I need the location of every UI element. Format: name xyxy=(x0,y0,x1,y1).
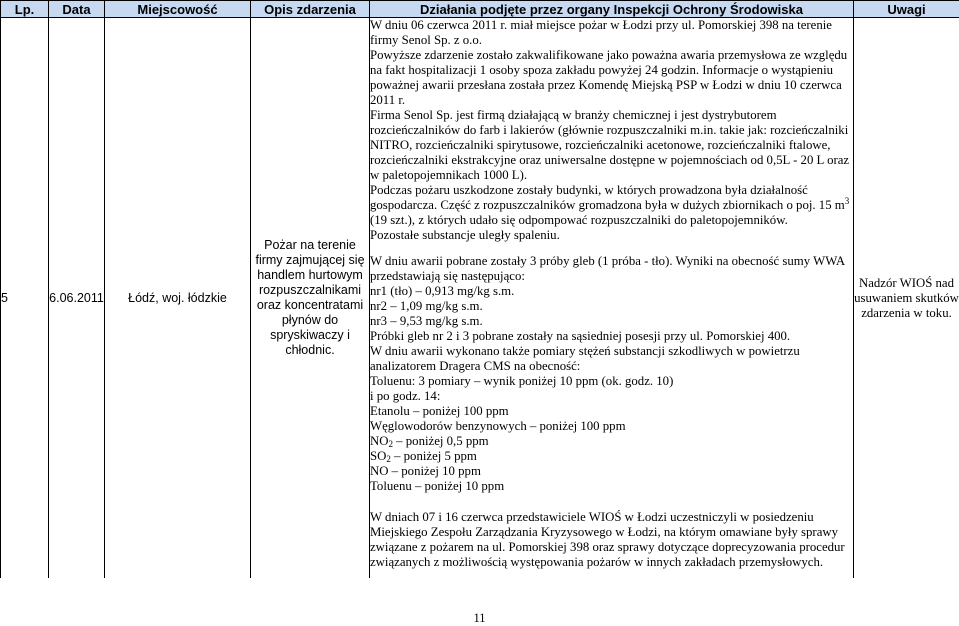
header-miejscowosc: Miejscowość xyxy=(105,1,251,18)
actions-para-2: Powyższe zdarzenie zostało zakwalifikowane jako poważna awaria przemysłowa ze względu na fakt hospitalizacji 1 osoby spoza zakładu powyżej 24 godzin. Informacje o wystąpieniu poważnej awarii przesłana została przez Komendę Miejską PSP w Łodzi w dniu 10 czerwca 2011 r. xyxy=(370,48,853,108)
sample-nr1: nr1 (tło) – 0,913 mg/kg s.m. xyxy=(370,284,853,299)
header-opis: Opis zdarzenia xyxy=(251,1,370,18)
no2-value: – poniżej 0,5 ppm xyxy=(393,434,489,448)
para-4-text: Podczas pożaru uszkodzone zostały budynki, w których prowadzona była działalność gospodarcza. Część z rozpuszczalników gromadzona była w dużych zbiornikach o poj. 15 m xyxy=(370,183,845,212)
no2-result xyxy=(370,434,853,449)
actions-para-5: Pozostałe substancje uległy spaleniu. xyxy=(370,228,853,243)
sample-nr2: nr2 – 1,09 mg/kg s.m. xyxy=(370,299,853,314)
no-result: NO – poniżej 10 ppm xyxy=(370,464,853,479)
toluene-measure: Toluenu: 3 pomiary – wynik poniżej 10 ppm (ok. godz. 10) xyxy=(370,374,853,389)
so2-subscript: 2 xyxy=(386,454,391,464)
no2-label: NO xyxy=(370,434,388,448)
after-14: i po godz. 14: xyxy=(370,389,853,404)
ethanol-result: Etanolu – poniżej 100 ppm xyxy=(370,404,853,419)
actions-para-3: Firma Senol Sp. jest firmą działającą w branży chemicznej i jest dystrybutorem rozcieńczalników do farb i lakierów (głównie rozpuszczalniki m.in. takie jak: rozcieńczalniki NITRO, rozcieńczalniki spirytusowe, rozcieńczalniki acetonowe, rozcieńczalniki ftalowe, rozcieńczalniki ekstrakcyjne oraz uniwersalne dostępne w pojemnościach od 0,5L - 20 L oraz w paletopojemnikach 1000 L). xyxy=(370,108,853,183)
page-number: 11 xyxy=(0,611,959,626)
actions-para-9: W dniach 07 i 16 czerwca przedstawiciele WIOŚ w Łodzi uczestniczyli w posiedzeniu Miejskiego Zespołu Zarządzania Kryzysowego w Łodzi, na którym omawiane były sprawy związane z pożarem na ul. Pomorskiej 398 oraz sprawy dotyczące doprecyzowania procedur związanych z możliwością występowania pożarów w innych zakładach przemysłowych. xyxy=(370,510,853,570)
so2-result xyxy=(370,449,853,464)
header-row xyxy=(1,1,959,18)
actions-para-1: W dniu 06 czerwca 2011 r. miał miejsce pożar w Łodzi przy ul. Pomorskiej 398 na terenie firmy Senol Sp. z o.o. xyxy=(370,18,853,48)
actions-para-8: W dniu awarii wykonano także pomiary stężeń substancji szkodliwych w powietrzu analizatorem Dragera CMS na obecność: xyxy=(370,344,853,374)
header-dzialania: Działania podjęte przez organy Inspekcji Ochrony Środowiska xyxy=(370,1,854,18)
actions-para-4 xyxy=(370,183,853,228)
actions-para-7: Próbki gleb nr 2 i 3 pobrane zostały na sąsiedniej posesji przy ul. Pomorskiej 400. xyxy=(370,329,853,344)
cell-date: 6.06.2011 xyxy=(49,18,105,579)
no2-subscript: 2 xyxy=(388,439,393,449)
cell-actions xyxy=(370,18,854,579)
m3-superscript: 3 xyxy=(845,196,850,206)
para-4-end: (19 szt.), z których udało się odpompować rozpuszczalniki do paletopojemników. xyxy=(370,213,788,227)
toluene-result: Toluenu – poniżej 10 ppm xyxy=(370,479,853,494)
hydrocarbons-result: Węglowodorów benzynowych – poniżej 100 ppm xyxy=(370,419,853,434)
cell-description: Pożar na terenie firmy zajmującej się handlem hurtowym rozpuszczalnikami oraz koncentratami płynów do spryskiwaczy i chłodnic. xyxy=(251,18,370,579)
so2-value: – poniżej 5 ppm xyxy=(391,449,477,463)
actions-para-6: W dniu awarii pobrane zostały 3 próby gleb (1 próba - tło). Wyniki na obecność sumy WWA przedstawiają się następująco: xyxy=(370,254,853,284)
table-row xyxy=(1,18,959,579)
sample-nr3: nr3 – 9,53 mg/kg s.m. xyxy=(370,314,853,329)
cell-remarks: Nadzór WIOŚ nad usuwaniem skutków zdarzenia w toku. xyxy=(854,18,959,579)
header-data: Data xyxy=(49,1,105,18)
header-uwagi: Uwagi xyxy=(854,1,959,18)
cell-lp: 5 xyxy=(1,18,49,579)
so2-label: SO xyxy=(370,449,386,463)
cell-location: Łódź, woj. łódzkie xyxy=(105,18,251,579)
header-lp: Lp. xyxy=(1,1,49,18)
